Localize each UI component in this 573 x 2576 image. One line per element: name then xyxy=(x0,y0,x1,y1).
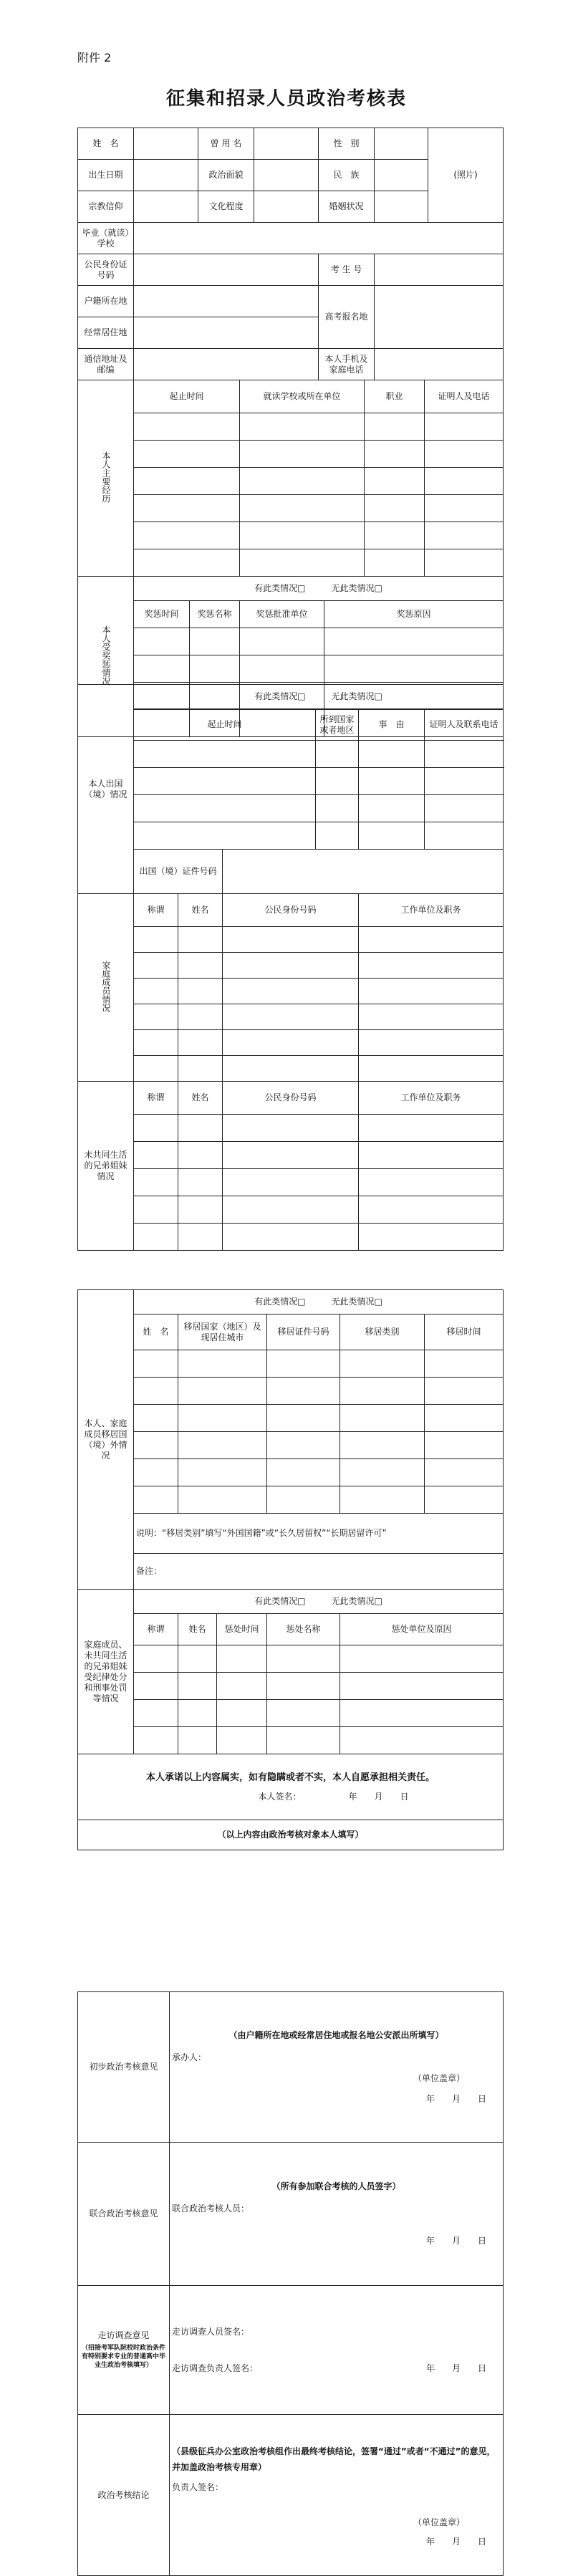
emigration-cell[interactable] xyxy=(425,1350,504,1378)
passport-label: 出国（境）证件号码 xyxy=(134,850,223,894)
awards-cell[interactable] xyxy=(134,628,190,655)
emigration-cell[interactable] xyxy=(340,1486,425,1514)
discipline-col-name: 姓名 xyxy=(178,1614,217,1645)
religion-field[interactable] xyxy=(134,191,198,223)
mailing-address-field[interactable] xyxy=(134,349,319,380)
family-cell[interactable] xyxy=(359,927,504,953)
awards-col-reason: 奖惩原因 xyxy=(324,601,504,628)
discipline-cell[interactable] xyxy=(178,1727,217,1754)
emigration-cell[interactable] xyxy=(134,1350,178,1378)
siblings-cell[interactable] xyxy=(178,1224,223,1251)
abroad-cell[interactable] xyxy=(425,741,504,768)
abroad-cell[interactable] xyxy=(316,795,359,822)
name-field[interactable] xyxy=(134,128,198,160)
emigration-cell[interactable] xyxy=(178,1350,267,1378)
experience-cell[interactable] xyxy=(240,468,365,495)
siblings-cell[interactable] xyxy=(359,1115,504,1142)
family-cell[interactable] xyxy=(359,953,504,979)
emigration-col-name: 姓 名 xyxy=(134,1315,178,1350)
mailing-address-label: 通信地址及邮编 xyxy=(78,349,134,380)
abroad-cell[interactable] xyxy=(316,768,359,795)
pledge-block[interactable] xyxy=(78,1754,504,1820)
discipline-cell[interactable] xyxy=(340,1673,504,1700)
experience-cell[interactable] xyxy=(365,468,425,495)
experience-cell[interactable] xyxy=(240,522,365,549)
awards-cell[interactable] xyxy=(190,628,240,655)
awards-options[interactable]: 有此类情况□ 无此类情况□ xyxy=(134,577,504,601)
emigration-col-type: 移居类别 xyxy=(340,1315,425,1350)
emigration-table xyxy=(77,1289,504,1850)
passport-field[interactable] xyxy=(223,850,504,894)
experience-cell[interactable] xyxy=(134,522,240,549)
visit-review-block[interactable] xyxy=(170,2286,504,2415)
experience-cell[interactable] xyxy=(240,413,365,441)
joint-review-block[interactable] xyxy=(170,2143,504,2286)
family-cell[interactable] xyxy=(359,1030,504,1056)
personal-info-table xyxy=(77,128,504,380)
discipline-col-title: 称谓 xyxy=(134,1614,178,1645)
siblings-cell[interactable] xyxy=(134,1196,178,1224)
pledge-signature: 本人签名： 年 月 日 xyxy=(258,1791,409,1802)
education-label: 文化程度 xyxy=(198,191,254,223)
abroad-cell[interactable] xyxy=(359,795,425,822)
emigration-cell[interactable] xyxy=(134,1486,178,1514)
exam-number-label: 考 生 号 xyxy=(319,254,375,286)
phone-field[interactable] xyxy=(375,349,504,380)
awards-col-time: 奖惩时间 xyxy=(134,601,190,628)
family-label: 家庭成员情况 xyxy=(78,894,134,1082)
political-status-label: 政治面貌 xyxy=(198,160,254,191)
visit-review-date: 年 月 日 xyxy=(425,2363,486,2373)
initial-review-date: 年 月 日 xyxy=(425,2093,486,2104)
residence-field[interactable] xyxy=(134,317,319,349)
ethnicity-label: 民 族 xyxy=(319,160,375,191)
emigration-cell[interactable] xyxy=(340,1459,425,1486)
emigration-options[interactable]: 有此类情况□ 无此类情况□ xyxy=(134,1290,504,1315)
discipline-cell[interactable] xyxy=(267,1673,340,1700)
abroad-col-witness: 证明人及联系电话 xyxy=(425,709,504,741)
emigration-cell[interactable] xyxy=(340,1350,425,1378)
siblings-col-name: 姓名 xyxy=(178,1082,223,1115)
birth-date-field[interactable] xyxy=(134,160,198,191)
registered-residence-field[interactable] xyxy=(134,286,319,317)
emigration-cell[interactable] xyxy=(134,1378,178,1405)
experience-cell[interactable] xyxy=(425,549,504,577)
abroad-cell[interactable] xyxy=(316,741,359,768)
experience-cell[interactable] xyxy=(425,413,504,441)
abroad-cell[interactable] xyxy=(316,822,359,850)
attachment-label: 附件 2 xyxy=(77,51,112,64)
discipline-options[interactable]: 有此类情况□ 无此类情况□ xyxy=(134,1590,504,1614)
siblings-cell[interactable] xyxy=(223,1224,359,1251)
discipline-col-reason: 惩处单位及原因 xyxy=(340,1614,504,1645)
awards-col-name: 奖惩名称 xyxy=(190,601,240,628)
emigration-cell[interactable] xyxy=(340,1405,425,1432)
siblings-col-title: 称谓 xyxy=(134,1082,178,1115)
siblings-cell[interactable] xyxy=(359,1224,504,1251)
emigration-cell[interactable] xyxy=(134,1459,178,1486)
awards-cell[interactable] xyxy=(134,655,190,683)
abroad-cell[interactable] xyxy=(134,741,316,768)
final-review-note: （县级征兵办公室政治考核组作出最终考核结论，签署“通过”或者“不通过”的意见，并加盖政治考核专用章） xyxy=(172,2446,496,2472)
family-cell[interactable] xyxy=(178,927,223,953)
abroad-cell[interactable] xyxy=(134,768,316,795)
visit-investigator: 走访调查人员签名： xyxy=(172,2326,250,2337)
experience-cell[interactable] xyxy=(240,441,365,468)
exam-place-field[interactable] xyxy=(375,286,504,349)
awards-cell[interactable] xyxy=(324,628,504,655)
abroad-family-table xyxy=(77,684,504,1251)
experience-cell[interactable] xyxy=(134,413,240,441)
emigration-cell[interactable] xyxy=(267,1486,340,1514)
emigration-cell[interactable] xyxy=(425,1405,504,1432)
family-cell[interactable] xyxy=(178,953,223,979)
abroad-options[interactable]: 有此类情况□ 无此类情况□ xyxy=(134,685,504,709)
abroad-cell[interactable] xyxy=(134,795,316,822)
experience-cell[interactable] xyxy=(365,413,425,441)
visit-leader: 走访调查负责人签名： xyxy=(172,2363,259,2373)
emigration-cell[interactable] xyxy=(425,1486,504,1514)
family-cell[interactable] xyxy=(223,953,359,979)
discipline-cell[interactable] xyxy=(340,1727,504,1754)
school-field[interactable] xyxy=(134,223,504,254)
discipline-cell[interactable] xyxy=(134,1673,178,1700)
ethnicity-field[interactable] xyxy=(375,160,428,191)
siblings-cell[interactable] xyxy=(178,1115,223,1142)
abroad-label: 本人出国（境）情况 xyxy=(78,685,134,894)
initial-review-seal: （单位盖章） xyxy=(413,2072,465,2083)
siblings-cell[interactable] xyxy=(178,1142,223,1169)
family-cell[interactable] xyxy=(178,1030,223,1056)
name-label: 姓 名 xyxy=(78,128,134,160)
exam-place-label: 高考报名地 xyxy=(319,286,375,349)
family-cell[interactable] xyxy=(134,979,178,1004)
experience-cell[interactable] xyxy=(134,549,240,577)
phone-label: 本人手机及家庭电话 xyxy=(319,349,375,380)
emigration-cell[interactable] xyxy=(267,1459,340,1486)
education-field[interactable] xyxy=(254,191,319,223)
siblings-label: 未共同生活的兄弟姐妹情况 xyxy=(78,1082,134,1251)
former-name-label: 曾 用 名 xyxy=(198,128,254,160)
abroad-cell[interactable] xyxy=(425,768,504,795)
discipline-cell[interactable] xyxy=(134,1700,178,1727)
awards-label: 本人受奖惩情况 xyxy=(78,577,134,737)
initial-review-note: （由户籍所在地或经常居住地或报名地公安派出所填写） xyxy=(228,2029,444,2040)
experience-col-period: 起止时间 xyxy=(134,380,240,413)
family-col-work: 工作单位及职务 xyxy=(359,894,504,927)
visit-review-sub: （招接考军队院校时政治条件有特别要求专业的普通高中毕业生政治考核填写） xyxy=(81,2345,165,2369)
emigration-cell[interactable] xyxy=(267,1405,340,1432)
emigration-cell[interactable] xyxy=(267,1432,340,1459)
emigration-cell[interactable] xyxy=(134,1405,178,1432)
family-cell[interactable] xyxy=(178,1004,223,1030)
experience-col-witness: 证明人及电话 xyxy=(425,380,504,413)
final-review-block[interactable] xyxy=(170,2415,504,2576)
experience-col-job: 职业 xyxy=(365,380,425,413)
siblings-cell[interactable] xyxy=(223,1169,359,1196)
emigration-label: 本人、家庭成员移居国（境）外情况 xyxy=(78,1290,134,1590)
siblings-col-work: 工作单位及职务 xyxy=(359,1082,504,1115)
emigration-cell[interactable] xyxy=(178,1486,267,1514)
family-cell[interactable] xyxy=(134,1004,178,1030)
abroad-col-country: 所到国家或者地区 xyxy=(316,709,359,741)
discipline-col-penalty: 惩处名称 xyxy=(267,1614,340,1645)
pledge-divider: （以上内容由政治考核对象本人填写） xyxy=(78,1820,504,1850)
family-cell[interactable] xyxy=(223,1030,359,1056)
awards-col-unit: 奖惩批准单位 xyxy=(240,601,324,628)
discipline-cell[interactable] xyxy=(267,1700,340,1727)
siblings-cell[interactable] xyxy=(223,1142,359,1169)
discipline-cell[interactable] xyxy=(217,1673,267,1700)
family-cell[interactable] xyxy=(134,1056,178,1082)
experience-cell[interactable] xyxy=(425,441,504,468)
experience-cell[interactable] xyxy=(240,549,365,577)
emigration-cell[interactable] xyxy=(178,1378,267,1405)
family-cell[interactable] xyxy=(359,1056,504,1082)
exam-number-field[interactable] xyxy=(375,254,504,286)
abroad-col-reason: 事 由 xyxy=(359,709,425,741)
siblings-cell[interactable] xyxy=(134,1115,178,1142)
joint-review-date: 年 月 日 xyxy=(425,2236,486,2246)
experience-cell[interactable] xyxy=(134,495,240,522)
gender-field[interactable] xyxy=(375,128,428,160)
discipline-cell[interactable] xyxy=(178,1673,217,1700)
discipline-cell[interactable] xyxy=(340,1700,504,1727)
discipline-cell[interactable] xyxy=(217,1645,267,1673)
awards-cell[interactable] xyxy=(240,655,324,683)
joint-review-note: （所有参加联合考核的人员签字） xyxy=(271,2181,401,2191)
gender-label: 性 别 xyxy=(319,128,375,160)
discipline-cell[interactable] xyxy=(340,1645,504,1673)
experience-cell[interactable] xyxy=(365,441,425,468)
discipline-cell[interactable] xyxy=(134,1727,178,1754)
siblings-cell[interactable] xyxy=(178,1196,223,1224)
experience-cell[interactable] xyxy=(425,495,504,522)
pledge-text: 本人承诺以上内容属实，如有隐瞒或者不实，本人自愿承担相关责任。 xyxy=(146,1772,435,1783)
emigration-cell[interactable] xyxy=(178,1405,267,1432)
initial-review-label: 初步政治考核意见 xyxy=(78,1992,170,2143)
siblings-cell[interactable] xyxy=(134,1169,178,1196)
siblings-cell[interactable] xyxy=(359,1196,504,1224)
emigration-cell[interactable] xyxy=(178,1432,267,1459)
joint-review-signer: 联合政治考核人员： xyxy=(172,2203,250,2214)
siblings-cell[interactable] xyxy=(359,1142,504,1169)
former-name-field[interactable] xyxy=(254,128,319,160)
abroad-cell[interactable] xyxy=(134,822,316,850)
discipline-cell[interactable] xyxy=(178,1700,217,1727)
discipline-cell[interactable] xyxy=(267,1645,340,1673)
discipline-col-time: 惩处时间 xyxy=(217,1614,267,1645)
final-review-seal: （单位盖章） xyxy=(413,2517,465,2527)
religion-label: 宗教信仰 xyxy=(78,191,134,223)
awards-cell[interactable] xyxy=(190,655,240,683)
emigration-cell[interactable] xyxy=(267,1350,340,1378)
discipline-cell[interactable] xyxy=(134,1645,178,1673)
experience-cell[interactable] xyxy=(425,522,504,549)
photo-box[interactable] xyxy=(428,128,504,223)
emigration-col-doc: 移居证件号码 xyxy=(267,1315,340,1350)
family-cell[interactable] xyxy=(134,953,178,979)
family-cell[interactable] xyxy=(134,927,178,953)
emigration-cell[interactable] xyxy=(425,1378,504,1405)
abroad-cell[interactable] xyxy=(425,822,504,850)
id-number-label: 公民身份证号码 xyxy=(78,254,134,286)
final-review-date: 年 月 日 xyxy=(425,2536,486,2547)
siblings-cell[interactable] xyxy=(359,1169,504,1196)
final-leader: 负责人签名： xyxy=(172,2481,224,2492)
emigration-cell[interactable] xyxy=(134,1432,178,1459)
review-table xyxy=(77,1991,504,2576)
family-cell[interactable] xyxy=(178,1056,223,1082)
political-status-field[interactable] xyxy=(254,160,319,191)
emigration-cell[interactable] xyxy=(425,1459,504,1486)
experience-cell[interactable] xyxy=(425,468,504,495)
family-cell[interactable] xyxy=(223,1004,359,1030)
siblings-cell[interactable] xyxy=(223,1196,359,1224)
discipline-cell[interactable] xyxy=(217,1700,267,1727)
emigration-cell[interactable] xyxy=(425,1432,504,1459)
family-cell[interactable] xyxy=(223,979,359,1004)
visit-review-label-cell xyxy=(78,2286,170,2415)
family-cell[interactable] xyxy=(359,1004,504,1030)
abroad-col-period: 起止时间 xyxy=(134,709,316,741)
experience-label: 本人主要经历 xyxy=(78,380,134,577)
discipline-label: 家庭成员、未共同生活的兄弟姐妹受纪律处分和刑事处罚等情况 xyxy=(78,1590,134,1754)
family-cell[interactable] xyxy=(223,927,359,953)
school-label: 毕业（就读）学校 xyxy=(78,223,134,254)
emigration-cell[interactable] xyxy=(340,1432,425,1459)
experience-cell[interactable] xyxy=(365,549,425,577)
experience-col-school: 就读学校或所在单位 xyxy=(240,380,365,413)
siblings-col-id: 公民身份号码 xyxy=(223,1082,359,1115)
discipline-cell[interactable] xyxy=(178,1645,217,1673)
page-title: 征集和招录人员政治考核表 xyxy=(165,88,407,110)
discipline-cell[interactable] xyxy=(267,1727,340,1754)
experience-cell[interactable] xyxy=(240,495,365,522)
emigration-cell[interactable] xyxy=(267,1378,340,1405)
initial-review-handler: 承办人： xyxy=(172,2052,207,2062)
emigration-cell[interactable] xyxy=(340,1378,425,1405)
siblings-cell[interactable] xyxy=(178,1169,223,1196)
experience-cell[interactable] xyxy=(134,468,240,495)
marital-status-label: 婚姻状况 xyxy=(319,191,375,223)
family-cell[interactable] xyxy=(134,1030,178,1056)
emigration-col-country: 移居国家（地区）及现居住城市 xyxy=(178,1315,267,1350)
abroad-cell[interactable] xyxy=(359,822,425,850)
id-number-field[interactable] xyxy=(134,254,319,286)
emigration-note: 说明：“移居类别”填写“外国国籍”或“长久居留权”“长期居留许可” xyxy=(134,1514,504,1554)
siblings-cell[interactable] xyxy=(134,1224,178,1251)
joint-review-label: 联合政治考核意见 xyxy=(78,2143,170,2286)
marital-status-field[interactable] xyxy=(375,191,428,223)
registered-residence-label: 户籍所在地 xyxy=(78,286,134,317)
emigration-remark[interactable]: 备注： xyxy=(134,1554,504,1590)
abroad-cell[interactable] xyxy=(425,795,504,822)
family-col-title: 称谓 xyxy=(134,894,178,927)
siblings-cell[interactable] xyxy=(223,1115,359,1142)
siblings-cell[interactable] xyxy=(134,1142,178,1169)
family-cell[interactable] xyxy=(359,979,504,1004)
abroad-cell[interactable] xyxy=(359,741,425,768)
photo-label: (照片) xyxy=(453,170,478,180)
visit-review-label: 走访调查意见 xyxy=(97,2330,150,2340)
discipline-cell[interactable] xyxy=(217,1727,267,1754)
birth-date-label: 出生日期 xyxy=(78,160,134,191)
experience-cell[interactable] xyxy=(134,441,240,468)
family-col-name: 姓名 xyxy=(178,894,223,927)
awards-cell[interactable] xyxy=(324,655,504,683)
awards-cell[interactable] xyxy=(240,628,324,655)
family-col-id: 公民身份号码 xyxy=(223,894,359,927)
initial-review-block[interactable] xyxy=(170,1992,504,2143)
abroad-cell[interactable] xyxy=(359,768,425,795)
experience-cell[interactable] xyxy=(365,522,425,549)
family-cell[interactable] xyxy=(223,1056,359,1082)
emigration-cell[interactable] xyxy=(178,1459,267,1486)
emigration-col-time: 移居时间 xyxy=(425,1315,504,1350)
family-cell[interactable] xyxy=(178,979,223,1004)
final-review-label: 政治考核结论 xyxy=(78,2415,170,2576)
residence-label: 经常居住地 xyxy=(78,317,134,349)
experience-cell[interactable] xyxy=(365,495,425,522)
